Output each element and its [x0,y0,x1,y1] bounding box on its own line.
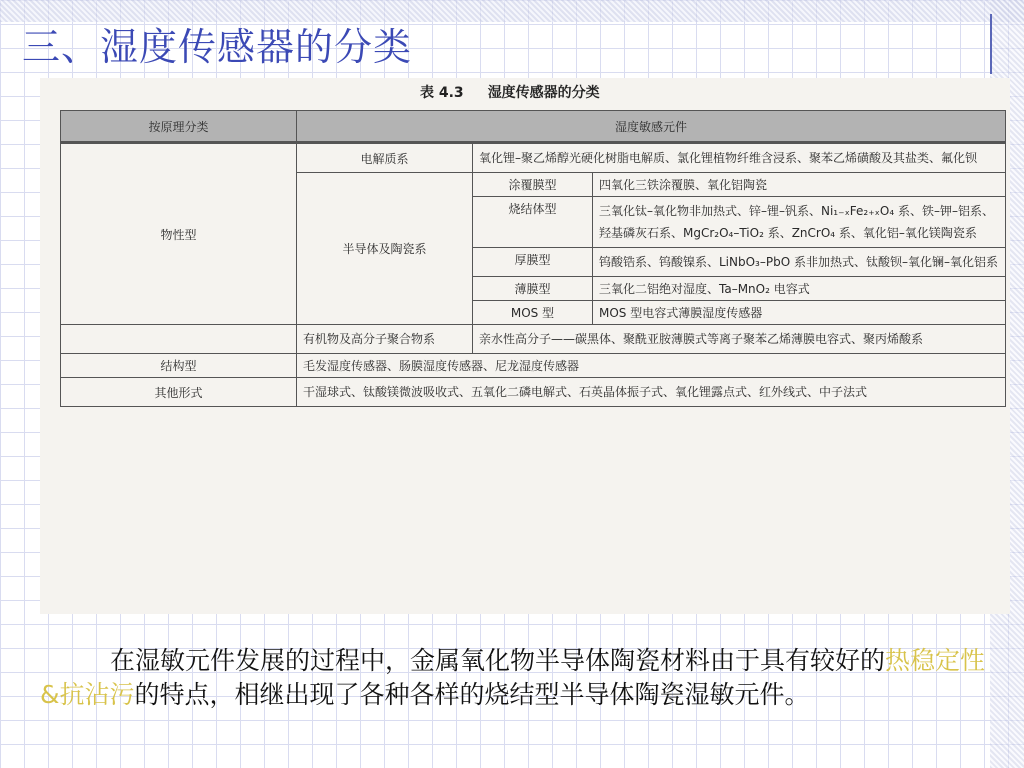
slide-title: 三、湿度传感器的分类 [22,25,413,69]
coating-desc: 四氧化三铁涂覆膜、氧化铝陶瓷 [593,173,1006,197]
mos-desc: MOS 型电容式薄膜湿度传感器 [593,301,1006,325]
category-physical: 物性型 [61,143,297,325]
table-row [61,325,1006,354]
accent-rule [990,14,992,74]
type-thin: 薄膜型 [473,277,593,301]
caption-title: 湿度传感器的分类 [487,85,600,101]
structural-desc: 毛发湿度传感器、肠膜湿度传感器、尼龙湿度传感器 [297,354,1006,378]
organic-desc: 亲水性高分子——碳黑体、聚酰亚胺薄膜式等离子聚苯乙烯薄膜电容式、聚丙烯酸系 [473,325,1006,354]
classification-table [60,110,1006,407]
paragraph-highlight: 热稳定性&抗沾污 [40,646,986,709]
type-thick: 厚膜型 [473,248,593,277]
category-empty-cell [61,325,297,354]
type-sintered: 烧结体型 [473,197,593,248]
electrolyte-desc: 氧化锂–聚乙烯醇光硬化树脂电解质、氯化锂植物纤维含浸系、聚苯乙烯磺酸及其盐类、氟化钡 [473,143,1006,173]
subcategory-electrolyte: 电解质系 [297,143,473,173]
table-caption [420,82,624,102]
header-element: 湿度敏感元件 [297,111,1006,143]
body-paragraph [40,644,990,712]
subcategory-semiconductor: 半导体及陶瓷系 [297,173,473,325]
table-row [61,143,1006,173]
caption-number: 表 4.3 [420,85,464,101]
thick-desc: 钨酸锆系、钨酸镍系、LiNbO₃–PbO 系非加热式、钛酸钡–氧化镧–氧化铝系 [593,248,1006,277]
sintered-desc: 三氧化钛–氧化物非加热式、锌–锂–钒系、Ni₁₋ₓFe₂₊ₓO₄ 系、铁–钾–铝系、羟基磷灰石系、MgCr₂O₄–TiO₂ 系、ZnCrO₄ 系、氧化铝–氧化镁陶瓷系 [593,197,1006,248]
table-header-row [61,111,1006,143]
header-principle: 按原理分类 [61,111,297,143]
type-coating: 涂覆膜型 [473,173,593,197]
paragraph-part1: 在湿敏元件发展的过程中，金属氧化物半导体陶瓷材料由于具有较好的 [110,646,886,675]
thin-desc: 三氧化二铝绝对湿度、Ta–MnO₂ 电容式 [593,277,1006,301]
other-desc: 干湿球式、钛酸镁微波吸收式、五氧化二磷电解式、石英晶体振子式、氧化锂露点式、红外线式、中子法式 [297,378,1006,407]
type-mos: MOS 型 [473,301,593,325]
table-row [61,378,1006,407]
table-row [61,354,1006,378]
category-other: 其他形式 [61,378,297,407]
subcategory-organic: 有机物及高分子聚合物系 [297,325,473,354]
paragraph-part2: 的特点，相继出现了各种各样的烧结型半导体陶瓷湿敏元件。 [134,680,810,709]
category-structural: 结构型 [61,354,297,378]
